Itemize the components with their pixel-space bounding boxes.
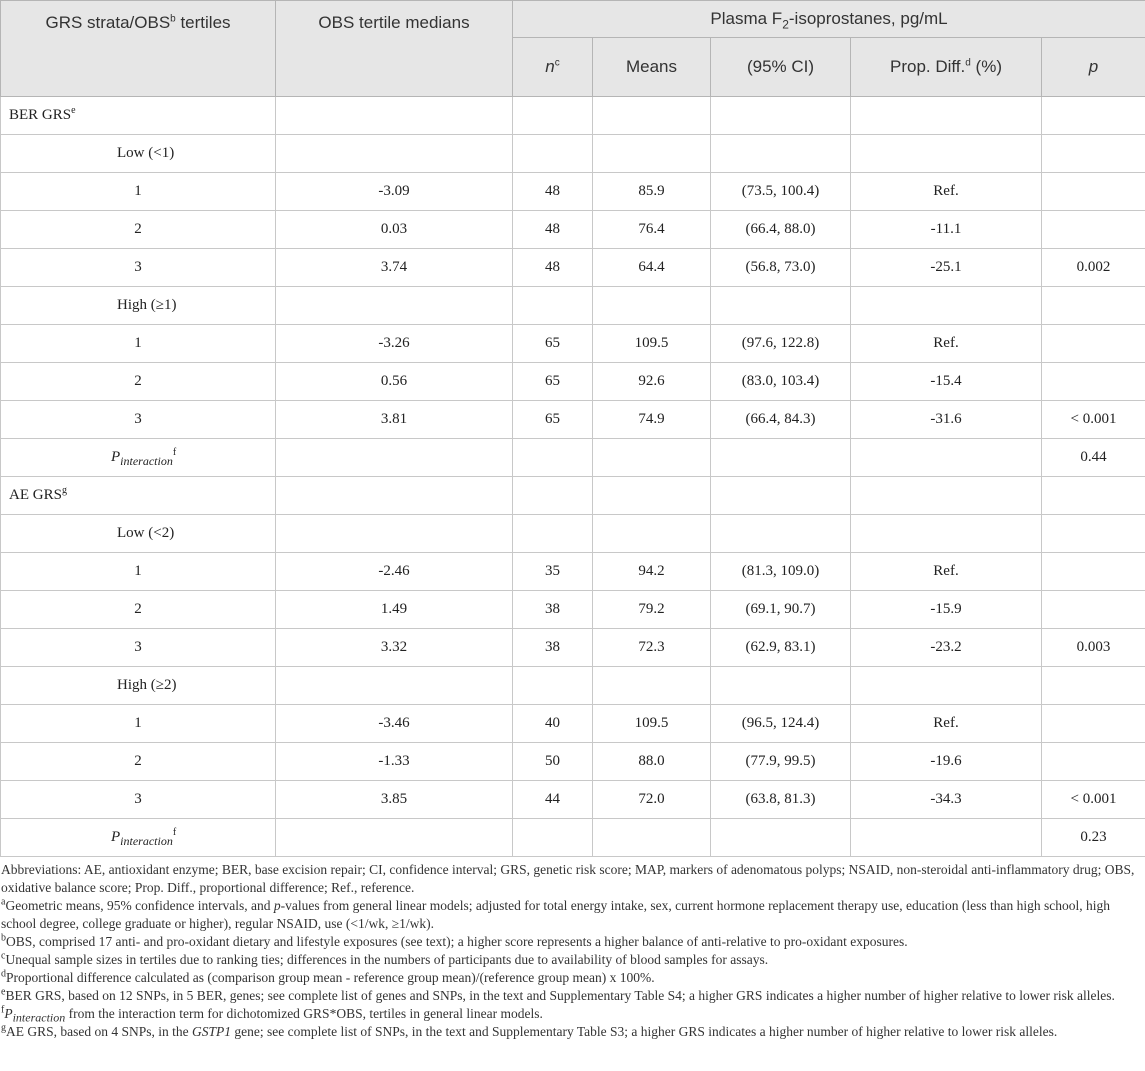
p-cell — [1042, 325, 1145, 363]
footnote-g: $^g$AE GRS, based on 4 SNPs, in the GSTP1 gene; see complete list of SNPs, in the text and Supplementary Table S3; a higher GRS indicates a higher number of higher relative to lower risk alleles. — [1, 1022, 1058, 1039]
header-obs-medians: OBS tertile medians — [276, 1, 513, 97]
ci-cell: (56.8, 73.0) — [711, 249, 851, 287]
obs-median-cell: -3.26 — [276, 325, 513, 363]
section-label: BER GRS$^e$ — [1, 97, 276, 135]
n-cell: 38 — [513, 629, 593, 667]
empty-cell — [513, 819, 593, 857]
p-cell: < 0.001 — [1042, 781, 1145, 819]
ci-cell: (97.6, 122.8) — [711, 325, 851, 363]
empty-cell — [513, 477, 593, 515]
footnote-a: $^a$Geometric means, 95% confidence intervals, and p-values from general linear models; adjusted for total energy intake, sex, current hormone replacement therapy use, education (less than high school, high school degree, college graduate or higher), regular NSAID, use (<1/wk, ≥1/wk). — [1, 896, 1110, 931]
n-cell: 40 — [513, 705, 593, 743]
header-prop-diff: Prop. Diff.$^d$ (%) — [851, 38, 1042, 97]
header-p: p — [1042, 38, 1145, 97]
prop-diff-cell: -34.3 — [851, 781, 1042, 819]
stratum-row — [1, 667, 1145, 705]
table-body — [1, 97, 1145, 857]
ci-cell: (81.3, 109.0) — [711, 553, 851, 591]
mean-cell: 72.3 — [593, 629, 711, 667]
mean-cell: 92.6 — [593, 363, 711, 401]
interaction-p-cell: 0.23 — [1042, 819, 1145, 857]
empty-cell — [593, 819, 711, 857]
prop-diff-cell: -11.1 — [851, 211, 1042, 249]
mean-cell: 79.2 — [593, 591, 711, 629]
prop-diff-cell: Ref. — [851, 553, 1042, 591]
tertile-cell: 1 — [1, 325, 276, 363]
n-cell: 38 — [513, 591, 593, 629]
section-header-row — [1, 477, 1145, 515]
section-header-row — [1, 97, 1145, 135]
empty-cell — [1042, 287, 1145, 325]
obs-median-cell: -3.46 — [276, 705, 513, 743]
empty-cell — [513, 97, 593, 135]
prop-diff-cell: -23.2 — [851, 629, 1042, 667]
stratum-row — [1, 287, 1145, 325]
n-cell: 48 — [513, 173, 593, 211]
empty-cell — [851, 439, 1042, 477]
empty-cell — [276, 439, 513, 477]
empty-cell — [851, 135, 1042, 173]
empty-cell — [593, 477, 711, 515]
ci-cell: (63.8, 81.3) — [711, 781, 851, 819]
empty-cell — [711, 439, 851, 477]
tertile-cell: 1 — [1, 553, 276, 591]
table-row — [1, 743, 1145, 781]
empty-cell — [593, 667, 711, 705]
section-label: AE GRS$^g$ — [1, 477, 276, 515]
obs-median-cell: -2.46 — [276, 553, 513, 591]
prop-diff-cell: -31.6 — [851, 401, 1042, 439]
mean-cell: 94.2 — [593, 553, 711, 591]
obs-median-cell: 1.49 — [276, 591, 513, 629]
obs-median-cell: 3.74 — [276, 249, 513, 287]
footnotes — [0, 857, 1145, 1041]
table-row — [1, 705, 1145, 743]
empty-cell — [593, 97, 711, 135]
p-cell — [1042, 591, 1145, 629]
ci-cell: (96.5, 124.4) — [711, 705, 851, 743]
mean-cell: 88.0 — [593, 743, 711, 781]
table-row — [1, 591, 1145, 629]
mean-cell: 109.5 — [593, 325, 711, 363]
empty-cell — [513, 287, 593, 325]
tertile-cell: 3 — [1, 629, 276, 667]
p-cell — [1042, 363, 1145, 401]
table-row — [1, 211, 1145, 249]
empty-cell — [1042, 515, 1145, 553]
prop-diff-cell: -15.9 — [851, 591, 1042, 629]
stratum-row — [1, 515, 1145, 553]
empty-cell — [711, 477, 851, 515]
header-ci: (95% CI) — [711, 38, 851, 97]
footnote-b: $^b$OBS, comprised 17 anti- and pro-oxidant dietary and lifestyle exposures (see text); a higher score represents a higher balance of anti-relative to pro-oxidant exposures. — [1, 932, 908, 949]
prop-diff-cell: Ref. — [851, 173, 1042, 211]
empty-cell — [276, 287, 513, 325]
empty-cell — [711, 515, 851, 553]
interaction-row — [1, 439, 1145, 477]
empty-cell — [513, 135, 593, 173]
mean-cell: 85.9 — [593, 173, 711, 211]
ci-cell: (66.4, 84.3) — [711, 401, 851, 439]
p-cell — [1042, 211, 1145, 249]
empty-cell — [711, 97, 851, 135]
p-cell: 0.003 — [1042, 629, 1145, 667]
footnote-c: $^c$Unequal sample sizes in tertiles due to ranking ties; differences in the numbers of participants due to availability of blood samples for assays. — [1, 950, 769, 967]
stratum-label: High (≥2) — [1, 667, 276, 705]
prop-diff-cell: Ref. — [851, 325, 1042, 363]
empty-cell — [593, 135, 711, 173]
empty-cell — [593, 439, 711, 477]
empty-cell — [851, 287, 1042, 325]
tertile-cell: 2 — [1, 743, 276, 781]
interaction-row — [1, 819, 1145, 857]
table-row — [1, 553, 1145, 591]
tertile-cell: 1 — [1, 705, 276, 743]
p-cell — [1042, 705, 1145, 743]
obs-median-cell: 0.03 — [276, 211, 513, 249]
interaction-label: $P_{interaction}^f$ — [1, 439, 276, 477]
footnote-abbreviations: Abbreviations: AE, antioxidant enzyme; BER, base excision repair; CI, confidence interval; GRS, genetic risk score; MAP, markers of adenomatous polyps; NSAID, non-steroidal anti-inflammatory drug; OBS, oxidative balance score; Prop. Diff., proportional difference; Ref., reference. — [1, 862, 1135, 895]
mean-cell: 109.5 — [593, 705, 711, 743]
empty-cell — [851, 819, 1042, 857]
tertile-cell: 3 — [1, 781, 276, 819]
p-cell — [1042, 173, 1145, 211]
table-row — [1, 325, 1145, 363]
empty-cell — [593, 515, 711, 553]
obs-median-cell: 3.85 — [276, 781, 513, 819]
tertile-cell: 2 — [1, 591, 276, 629]
table-row — [1, 173, 1145, 211]
obs-median-cell: 3.32 — [276, 629, 513, 667]
mean-cell: 72.0 — [593, 781, 711, 819]
interaction-label: $P_{interaction}^f$ — [1, 819, 276, 857]
header-grs-strata: GRS strata/OBS$^b$ tertiles — [1, 1, 276, 97]
table-row — [1, 629, 1145, 667]
header-means: Means — [593, 38, 711, 97]
n-cell: 65 — [513, 325, 593, 363]
n-cell: 48 — [513, 249, 593, 287]
empty-cell — [513, 439, 593, 477]
empty-cell — [851, 477, 1042, 515]
prop-diff-cell: Ref. — [851, 705, 1042, 743]
p-cell: < 0.001 — [1042, 401, 1145, 439]
empty-cell — [513, 515, 593, 553]
header-plasma-group: Plasma $F_2$-isoprostanes, pg/mL — [513, 1, 1145, 38]
table-row — [1, 363, 1145, 401]
n-cell: 65 — [513, 401, 593, 439]
prop-diff-cell: -15.4 — [851, 363, 1042, 401]
n-cell: 35 — [513, 553, 593, 591]
stratum-row — [1, 135, 1145, 173]
footnote-d: $^d$Proportional difference calculated as (comparison group mean - reference group mean)/(reference group mean) x 100%. — [1, 968, 655, 985]
empty-cell — [593, 287, 711, 325]
tertile-cell: 3 — [1, 249, 276, 287]
empty-cell — [851, 97, 1042, 135]
table-row — [1, 781, 1145, 819]
tertile-cell: 2 — [1, 363, 276, 401]
empty-cell — [711, 819, 851, 857]
ci-cell: (83.0, 103.4) — [711, 363, 851, 401]
empty-cell — [1042, 135, 1145, 173]
header-n: $n^c$ — [513, 38, 593, 97]
ci-cell: (66.4, 88.0) — [711, 211, 851, 249]
obs-median-cell: 0.56 — [276, 363, 513, 401]
footnote-f: $^fP_{interaction}$ from the interaction term for dichotomized GRS*OBS, tertiles in general linear models. — [1, 1004, 543, 1025]
empty-cell — [711, 287, 851, 325]
empty-cell — [276, 667, 513, 705]
p-cell: 0.002 — [1042, 249, 1145, 287]
obs-median-cell: -1.33 — [276, 743, 513, 781]
empty-cell — [1042, 667, 1145, 705]
ci-cell: (77.9, 99.5) — [711, 743, 851, 781]
n-cell: 65 — [513, 363, 593, 401]
empty-cell — [851, 667, 1042, 705]
ci-cell: (73.5, 100.4) — [711, 173, 851, 211]
stratum-label: Low (<1) — [1, 135, 276, 173]
tertile-cell: 3 — [1, 401, 276, 439]
empty-cell — [276, 515, 513, 553]
table-row — [1, 401, 1145, 439]
ci-cell: (69.1, 90.7) — [711, 591, 851, 629]
n-cell: 50 — [513, 743, 593, 781]
tertile-cell: 2 — [1, 211, 276, 249]
obs-median-cell: 3.81 — [276, 401, 513, 439]
mean-cell: 76.4 — [593, 211, 711, 249]
ci-cell: (62.9, 83.1) — [711, 629, 851, 667]
empty-cell — [711, 135, 851, 173]
stratum-label: Low (<2) — [1, 515, 276, 553]
tertile-cell: 1 — [1, 173, 276, 211]
empty-cell — [513, 667, 593, 705]
p-cell — [1042, 743, 1145, 781]
empty-cell — [711, 667, 851, 705]
p-cell — [1042, 553, 1145, 591]
empty-cell — [1042, 97, 1145, 135]
interaction-p-cell: 0.44 — [1042, 439, 1145, 477]
prop-diff-cell: -19.6 — [851, 743, 1042, 781]
mean-cell: 74.9 — [593, 401, 711, 439]
empty-cell — [851, 515, 1042, 553]
empty-cell — [276, 135, 513, 173]
obs-median-cell: -3.09 — [276, 173, 513, 211]
stratum-label: High (≥1) — [1, 287, 276, 325]
empty-cell — [276, 819, 513, 857]
empty-cell — [1042, 477, 1145, 515]
mean-cell: 64.4 — [593, 249, 711, 287]
n-cell: 48 — [513, 211, 593, 249]
prop-diff-cell: -25.1 — [851, 249, 1042, 287]
table-row — [1, 249, 1145, 287]
footnote-e: $^e$BER GRS, based on 12 SNPs, in 5 BER, genes; see complete list of genes and SNPs, in the text and Supplementary Table S4; a higher GRS indicates a higher number of higher relative to lower risk alleles. — [1, 986, 1115, 1003]
n-cell: 44 — [513, 781, 593, 819]
empty-cell — [276, 97, 513, 135]
empty-cell — [276, 477, 513, 515]
